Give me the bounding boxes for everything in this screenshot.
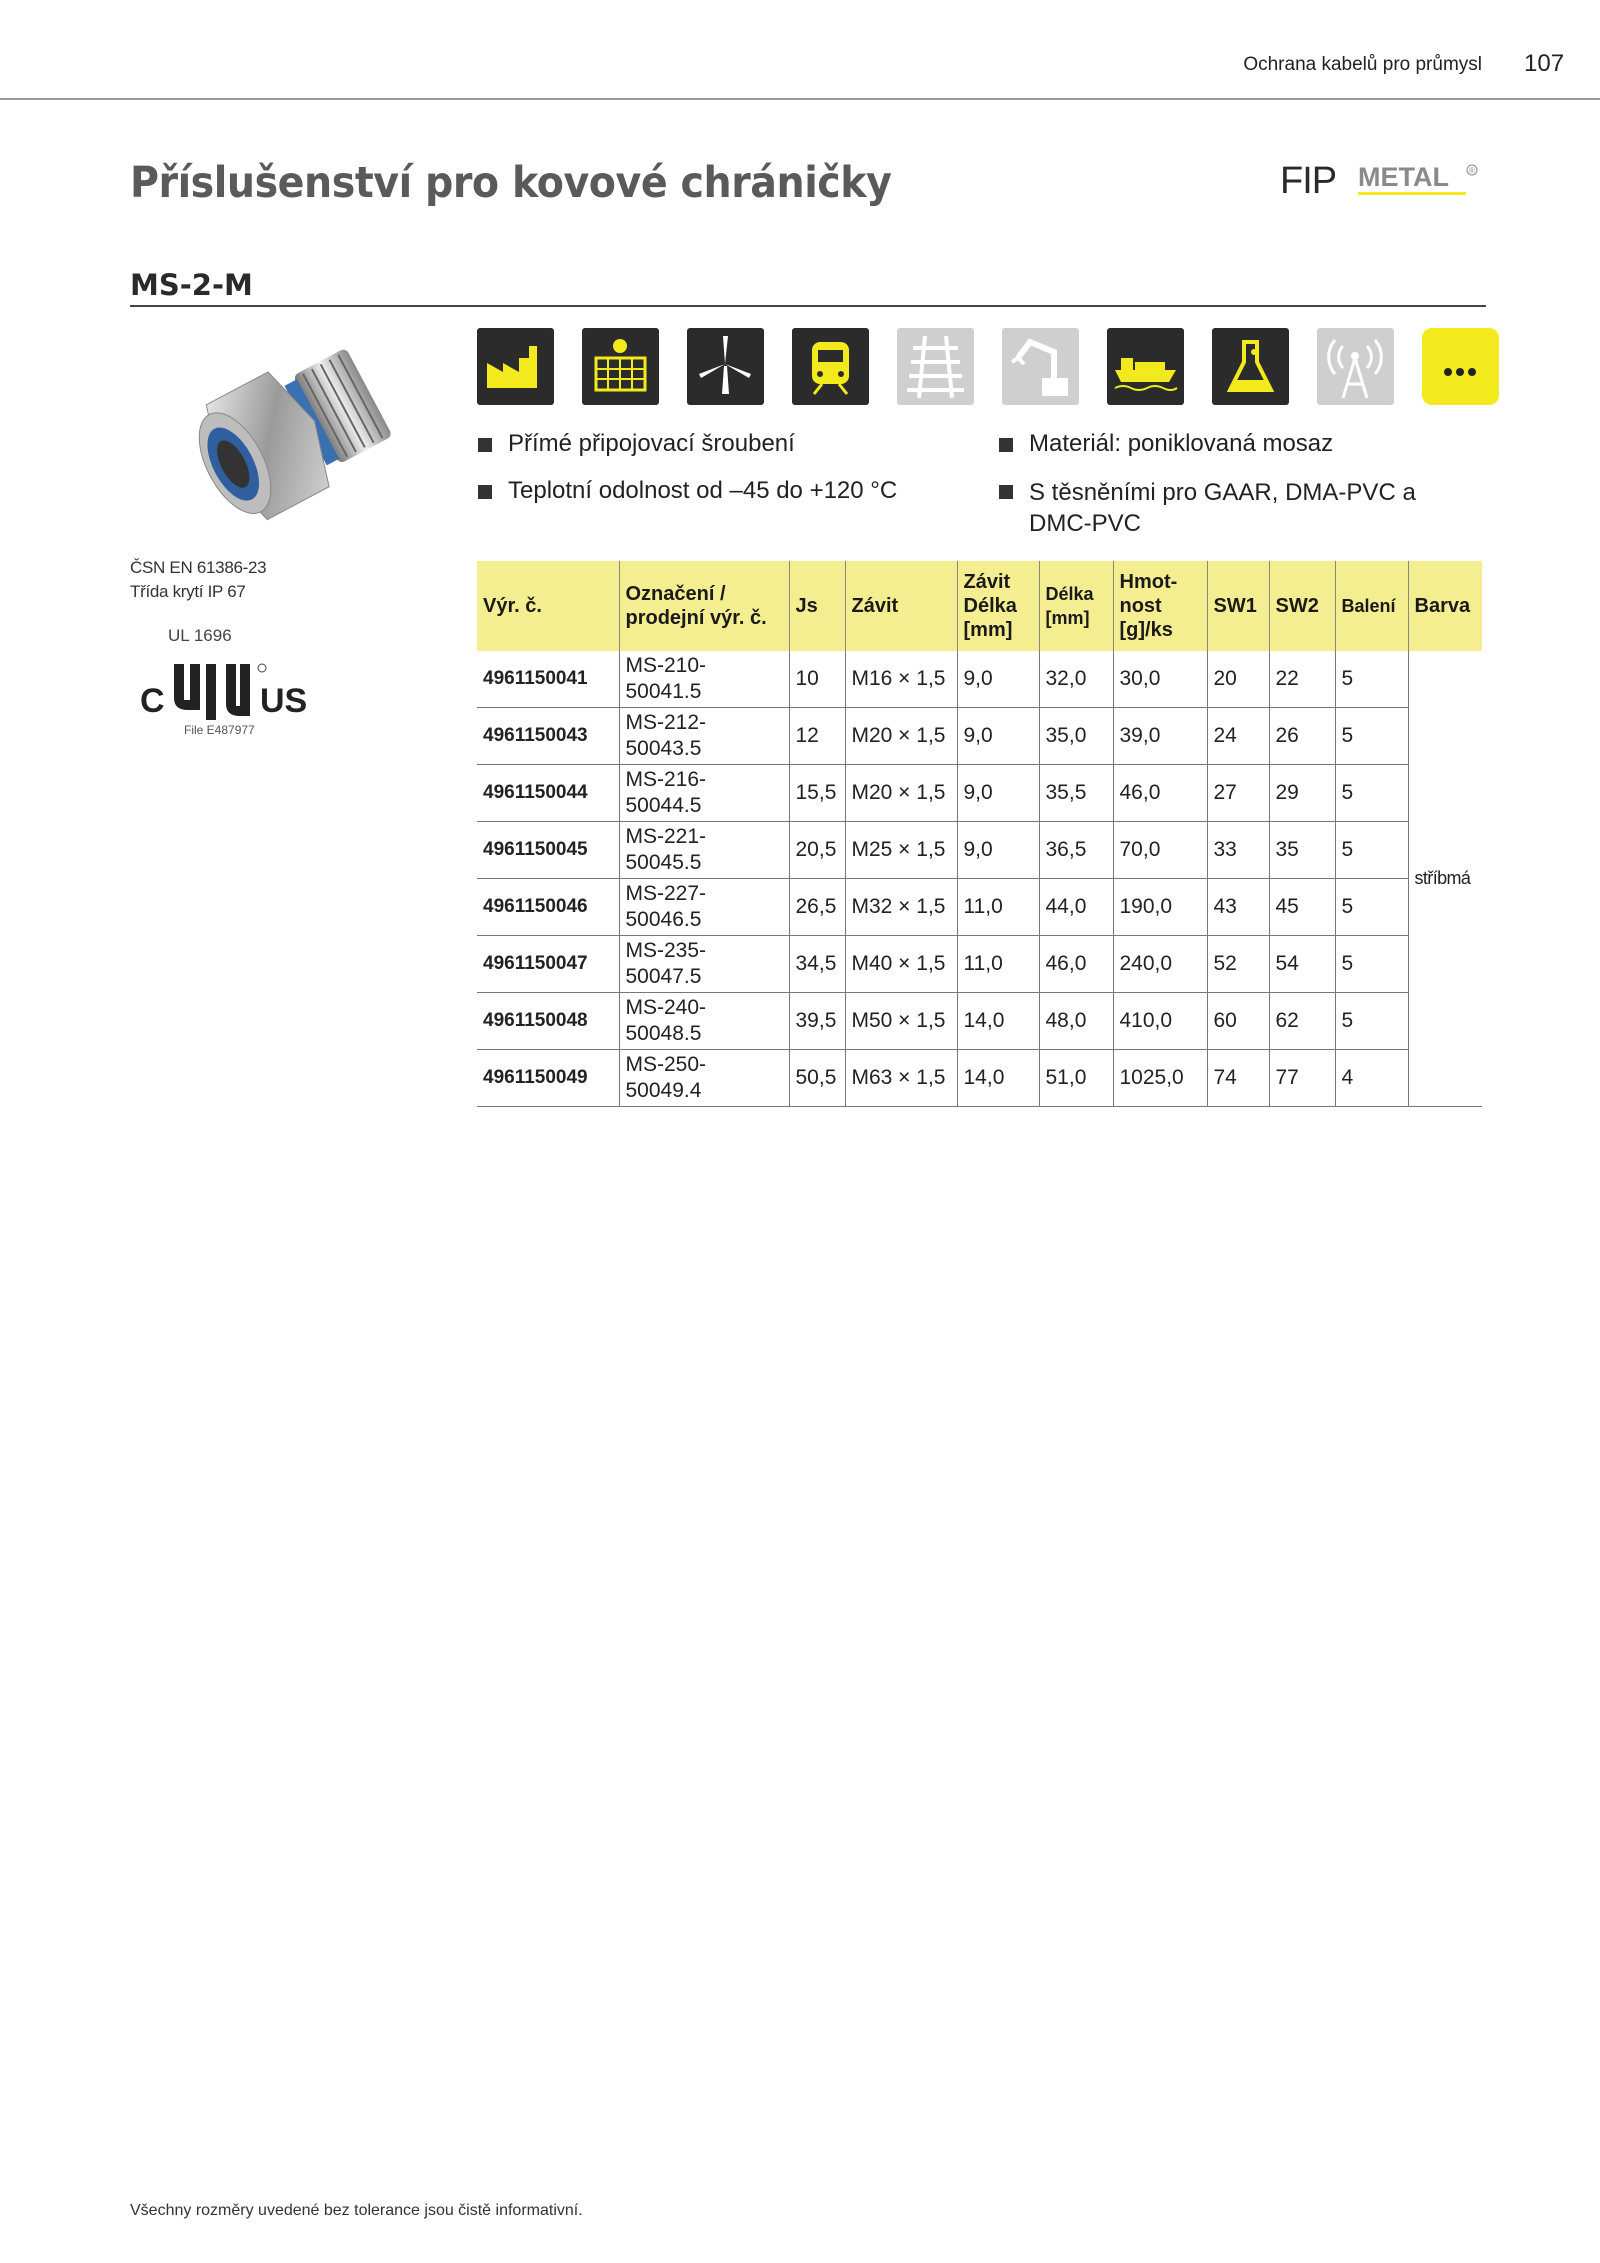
- feature-item: Materiál: poniklovaná mosaz: [999, 430, 1333, 458]
- cell-thread-length: 14,0: [957, 993, 1039, 1050]
- header-thread-length: Závit Délka [mm]: [957, 561, 1039, 651]
- bullet-icon: [478, 438, 492, 452]
- table-row: [477, 993, 1482, 1050]
- cert-right-text: US: [260, 682, 308, 720]
- table-row: [477, 708, 1482, 765]
- cell-pack: 5: [1335, 651, 1408, 708]
- header-pack: Balení: [1335, 561, 1408, 651]
- cell-sw2: 54: [1269, 936, 1335, 993]
- cell-js: 12: [789, 708, 845, 765]
- cell-js: 20,5: [789, 822, 845, 879]
- laboratory-flask-icon: [1212, 328, 1289, 405]
- cell-weight: 46,0: [1113, 765, 1207, 822]
- cell-sw2: 22: [1269, 651, 1335, 708]
- cell-pack: 5: [1335, 708, 1408, 765]
- cell-weight: 70,0: [1113, 822, 1207, 879]
- bullet-icon: [999, 485, 1013, 499]
- cell-weight: 1025,0: [1113, 1050, 1207, 1107]
- ul-certification-mark: [140, 620, 320, 740]
- feature-item: Přímé připojovací šroubení: [478, 430, 795, 458]
- bullet-icon: [999, 438, 1013, 452]
- ship-icon: [1107, 328, 1184, 405]
- cell-item: 4961150046: [477, 879, 619, 936]
- cell-thread: M32 × 1,5: [845, 879, 957, 936]
- cell-thread-length: 9,0: [957, 708, 1039, 765]
- running-header: Ochrana kabelů pro průmysl: [1243, 54, 1482, 75]
- table-row: [477, 936, 1482, 993]
- page-number: 107: [1524, 50, 1565, 77]
- cell-sw1: 24: [1207, 708, 1269, 765]
- standards-note: [130, 556, 266, 604]
- logo-reg-text: ®: [1469, 166, 1475, 175]
- cell-sw2: 35: [1269, 822, 1335, 879]
- cell-thread: M20 × 1,5: [845, 765, 957, 822]
- wind-turbine-icon: [687, 328, 764, 405]
- cell-js: 26,5: [789, 879, 845, 936]
- cell-item: 4961150047: [477, 936, 619, 993]
- cell-thread: M20 × 1,5: [845, 708, 957, 765]
- cell-pack: 5: [1335, 936, 1408, 993]
- cell-thread: M16 × 1,5: [845, 651, 957, 708]
- cell-thread: M50 × 1,5: [845, 993, 957, 1050]
- cell-item: 4961150041: [477, 651, 619, 708]
- cell-color: stříbmá: [1408, 651, 1482, 1107]
- table-row: [477, 879, 1482, 936]
- cell-designation: MS-212- 50043.5: [619, 708, 789, 765]
- footer-note: Všechny rozměry uvedené bez tolerance jsou čistě informativní.: [130, 2202, 583, 2219]
- table-row: [477, 822, 1482, 879]
- cell-thread: M63 × 1,5: [845, 1050, 957, 1107]
- cell-thread-length: 11,0: [957, 936, 1039, 993]
- robot-arm-icon: [1002, 328, 1079, 405]
- cell-thread: M25 × 1,5: [845, 822, 957, 879]
- cell-thread: M40 × 1,5: [845, 936, 957, 993]
- cell-designation: MS-240- 50048.5: [619, 993, 789, 1050]
- header-item-number: Výr. č.: [477, 561, 619, 651]
- cell-pack: 5: [1335, 822, 1408, 879]
- cell-item: 4961150043: [477, 708, 619, 765]
- cell-designation: MS-227- 50046.5: [619, 879, 789, 936]
- cert-left-text: C: [140, 682, 165, 720]
- cell-weight: 39,0: [1113, 708, 1207, 765]
- cell-designation: MS-210- 50041.5: [619, 651, 789, 708]
- cell-item: 4961150048: [477, 993, 619, 1050]
- cell-weight: 410,0: [1113, 993, 1207, 1050]
- product-code: MS-2-M: [130, 268, 253, 302]
- logo-left-text: FIP: [1280, 160, 1337, 200]
- cell-designation: MS-221- 50045.5: [619, 822, 789, 879]
- factory-icon: [477, 328, 554, 405]
- antenna-tower-icon: [1317, 328, 1394, 405]
- cell-item: 4961150049: [477, 1050, 619, 1107]
- header-color: Barva: [1408, 561, 1482, 651]
- application-icons: [477, 328, 1499, 405]
- table-row: [477, 765, 1482, 822]
- cell-pack: 5: [1335, 765, 1408, 822]
- cell-item: 4961150045: [477, 822, 619, 879]
- cell-sw1: 60: [1207, 993, 1269, 1050]
- table-row: [477, 1050, 1482, 1107]
- cell-length: 35,5: [1039, 765, 1113, 822]
- header-rule: [0, 98, 1600, 100]
- header-thread: Závit: [845, 561, 957, 651]
- cell-js: 34,5: [789, 936, 845, 993]
- cell-sw2: 77: [1269, 1050, 1335, 1107]
- cell-sw1: 27: [1207, 765, 1269, 822]
- cell-sw1: 20: [1207, 651, 1269, 708]
- cell-weight: 190,0: [1113, 879, 1207, 936]
- cell-length: 35,0: [1039, 708, 1113, 765]
- cell-weight: 30,0: [1113, 651, 1207, 708]
- cell-length: 46,0: [1039, 936, 1113, 993]
- cell-weight: 240,0: [1113, 936, 1207, 993]
- cell-sw2: 29: [1269, 765, 1335, 822]
- cell-length: 36,5: [1039, 822, 1113, 879]
- cell-sw1: 52: [1207, 936, 1269, 993]
- cell-js: 39,5: [789, 993, 845, 1050]
- cell-item: 4961150044: [477, 765, 619, 822]
- product-image: [188, 322, 418, 532]
- header-js: Js: [789, 561, 845, 651]
- cell-sw1: 43: [1207, 879, 1269, 936]
- protection-class-line: Třída krytí IP 67: [130, 582, 246, 601]
- header-length: Délka [mm]: [1039, 561, 1113, 651]
- bullet-icon: [478, 485, 492, 499]
- logo-right-text: METAL: [1358, 162, 1449, 192]
- railway-track-icon: [897, 328, 974, 405]
- cell-thread-length: 14,0: [957, 1050, 1039, 1107]
- header-designation: Označení / prodejní výr. č.: [619, 561, 789, 651]
- section-rule: [130, 305, 1486, 307]
- header-sw1: SW1: [1207, 561, 1269, 651]
- cell-thread-length: 9,0: [957, 765, 1039, 822]
- cell-length: 32,0: [1039, 651, 1113, 708]
- cell-sw2: 26: [1269, 708, 1335, 765]
- cell-thread-length: 9,0: [957, 822, 1039, 879]
- cell-thread-length: 11,0: [957, 879, 1039, 936]
- product-table: [477, 561, 1482, 1107]
- cell-designation: MS-216- 50044.5: [619, 765, 789, 822]
- cell-js: 15,5: [789, 765, 845, 822]
- cell-js: 10: [789, 651, 845, 708]
- cell-sw1: 33: [1207, 822, 1269, 879]
- page-title: Příslušenství pro kovové chráničky: [130, 158, 892, 208]
- cell-designation: MS-250- 50049.4: [619, 1050, 789, 1107]
- cert-file-text: File E487977: [184, 723, 255, 737]
- train-icon: [792, 328, 869, 405]
- feature-item: Teplotní odolnost od –45 do +120 °C: [478, 477, 897, 505]
- more-icon: [1422, 328, 1499, 405]
- header-weight: Hmot- nost [g]/ks: [1113, 561, 1207, 651]
- cell-pack: 5: [1335, 993, 1408, 1050]
- cell-pack: 5: [1335, 879, 1408, 936]
- cell-pack: 4: [1335, 1050, 1408, 1107]
- solar-panel-icon: [582, 328, 659, 405]
- ul-label-text: UL 1696: [168, 626, 232, 645]
- cell-length: 44,0: [1039, 879, 1113, 936]
- fipmetal-logo: [1280, 160, 1480, 200]
- feature-item: S těsněními pro GAAR, DMA-PVC a DMC-PVC: [999, 477, 1459, 539]
- header-sw2: SW2: [1269, 561, 1335, 651]
- cell-designation: MS-235- 50047.5: [619, 936, 789, 993]
- cell-thread-length: 9,0: [957, 651, 1039, 708]
- cell-sw2: 62: [1269, 993, 1335, 1050]
- cell-length: 48,0: [1039, 993, 1113, 1050]
- cell-js: 50,5: [789, 1050, 845, 1107]
- standard-line: ČSN EN 61386-23: [130, 558, 267, 577]
- table-row: [477, 651, 1482, 708]
- cell-sw1: 74: [1207, 1050, 1269, 1107]
- cell-sw2: 45: [1269, 879, 1335, 936]
- cell-length: 51,0: [1039, 1050, 1113, 1107]
